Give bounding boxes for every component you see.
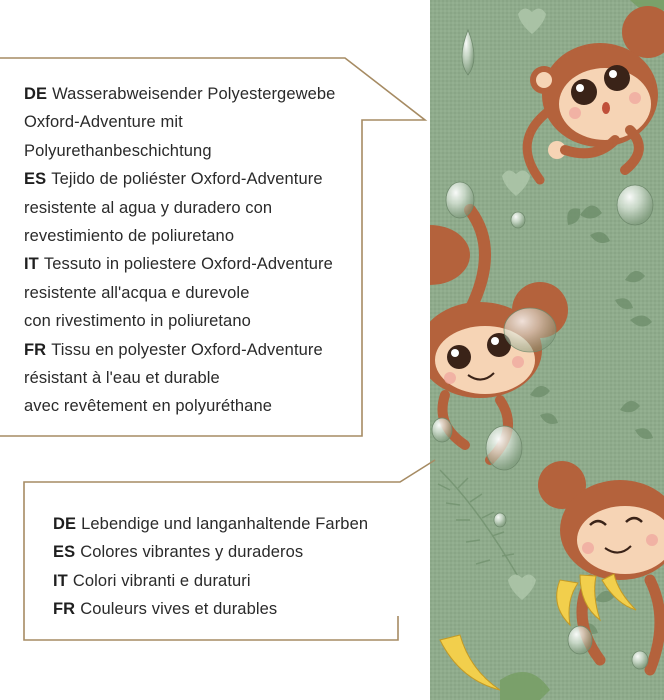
description-line: resistente al agua y duradero con xyxy=(24,198,273,217)
description-line xyxy=(53,595,368,623)
vibrant-colors-description xyxy=(53,510,368,624)
description-text-es: Tejido de poliéster Oxford-Adventure xyxy=(51,170,323,189)
description-line: Oxford-Adventure mit xyxy=(24,113,183,132)
description-line: résistant à l'eau et durable xyxy=(24,369,220,388)
language-code-it: IT xyxy=(24,255,39,274)
description-text-fr: Tissu en polyester Oxford-Adventure xyxy=(51,340,323,359)
description-text-it: Tessuto in poliestere Oxford-Adventure xyxy=(43,255,333,274)
description-line xyxy=(24,80,335,108)
description-line: avec revêtement en polyuréthane xyxy=(24,397,273,416)
language-code-de: DE xyxy=(53,515,77,533)
language-code-es: ES xyxy=(53,543,76,562)
description-line xyxy=(53,538,368,566)
fabric-swatch xyxy=(430,0,664,700)
description-line xyxy=(24,250,335,278)
language-code-fr: FR xyxy=(53,600,76,619)
description-text-es: Colores vibrantes y duraderos xyxy=(80,543,304,562)
waterproof-fabric-description xyxy=(24,80,335,421)
description-text-de: Wasserabweisender Polyestergewebe xyxy=(52,85,336,103)
description-line xyxy=(24,336,335,364)
description-line: resistente all'acqua e durevole xyxy=(24,283,250,302)
description-line xyxy=(53,510,368,538)
language-code-es: ES xyxy=(24,170,47,189)
description-line xyxy=(24,165,335,193)
description-text-it: Colori vibranti e duraturi xyxy=(72,571,251,590)
description-text-de: Lebendige und langanhaltende Farben xyxy=(81,515,369,533)
description-line: con rivestimento in poliuretano xyxy=(24,312,251,331)
description-line: revestimiento de poliuretano xyxy=(24,227,235,246)
language-code-de: DE xyxy=(24,85,48,103)
description-text-fr: Couleurs vives et durables xyxy=(80,600,278,619)
language-code-fr: FR xyxy=(24,340,47,359)
description-line: Polyurethanbeschichtung xyxy=(24,141,212,160)
fabric-pattern-illustration xyxy=(430,0,664,700)
description-line xyxy=(53,567,368,595)
language-code-it: IT xyxy=(53,571,68,590)
